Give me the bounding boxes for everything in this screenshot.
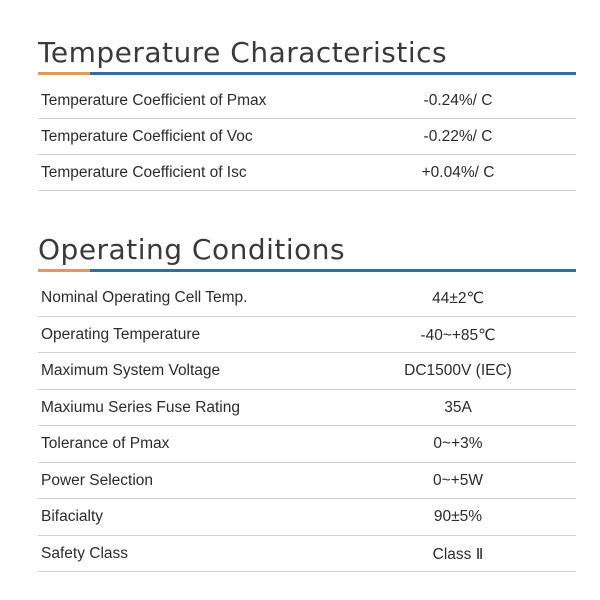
spec-label: Safety Class xyxy=(41,544,129,562)
spec-value: -0.24%/ C xyxy=(423,92,493,109)
temperature-characteristics-section xyxy=(38,36,576,191)
spec-label: Tolerance of Pmax xyxy=(41,435,170,452)
spec-value: DC1500V (IEC) xyxy=(404,362,512,379)
spec-row xyxy=(38,119,576,155)
spec-table xyxy=(38,83,576,191)
spec-label: Maximum System Voltage xyxy=(41,362,221,379)
spec-row xyxy=(38,280,576,317)
spec-value: 90±5% xyxy=(433,508,483,525)
spec-row xyxy=(38,426,576,463)
spec-label: Temperature Coefficient of Isc xyxy=(41,164,247,181)
spec-table xyxy=(38,280,576,572)
spec-value: 0~+5W xyxy=(433,471,483,489)
title-underline-accent xyxy=(38,269,90,272)
spec-value: -40~+85℃ xyxy=(420,326,496,344)
section-title: Operating Conditions xyxy=(38,233,346,266)
spec-row xyxy=(38,317,576,354)
spec-label: Bifacialty xyxy=(41,508,104,525)
spec-label: Temperature Coefficient of Voc xyxy=(41,128,253,145)
spec-label: Operating Temperature xyxy=(41,325,201,343)
title-underline xyxy=(38,269,576,272)
spec-row xyxy=(38,390,576,427)
spec-value: -0.22%/ C xyxy=(423,128,493,145)
spec-value: +0.04%/ C xyxy=(421,164,495,181)
spec-row xyxy=(38,499,576,536)
spec-label: Temperature Coefficient of Pmax xyxy=(41,92,267,109)
spec-row xyxy=(38,83,576,119)
spec-value: 0~+3% xyxy=(433,435,483,452)
section-title: Temperature Characteristics xyxy=(38,36,448,69)
spec-label: Nominal Operating Cell Temp. xyxy=(41,289,248,306)
spec-row xyxy=(38,155,576,191)
operating-conditions-section xyxy=(38,233,576,572)
title-underline-accent xyxy=(38,72,90,75)
spec-value: 35A xyxy=(444,398,472,416)
spec-row xyxy=(38,353,576,390)
spec-row xyxy=(38,536,576,573)
spec-row xyxy=(38,463,576,500)
spec-label: Maxiumu Series Fuse Rating xyxy=(41,398,240,416)
spec-value: Class Ⅱ xyxy=(432,545,484,563)
title-underline xyxy=(38,72,576,75)
spec-label: Power Selection xyxy=(41,471,154,489)
spec-value: 44±2℃ xyxy=(432,290,484,307)
